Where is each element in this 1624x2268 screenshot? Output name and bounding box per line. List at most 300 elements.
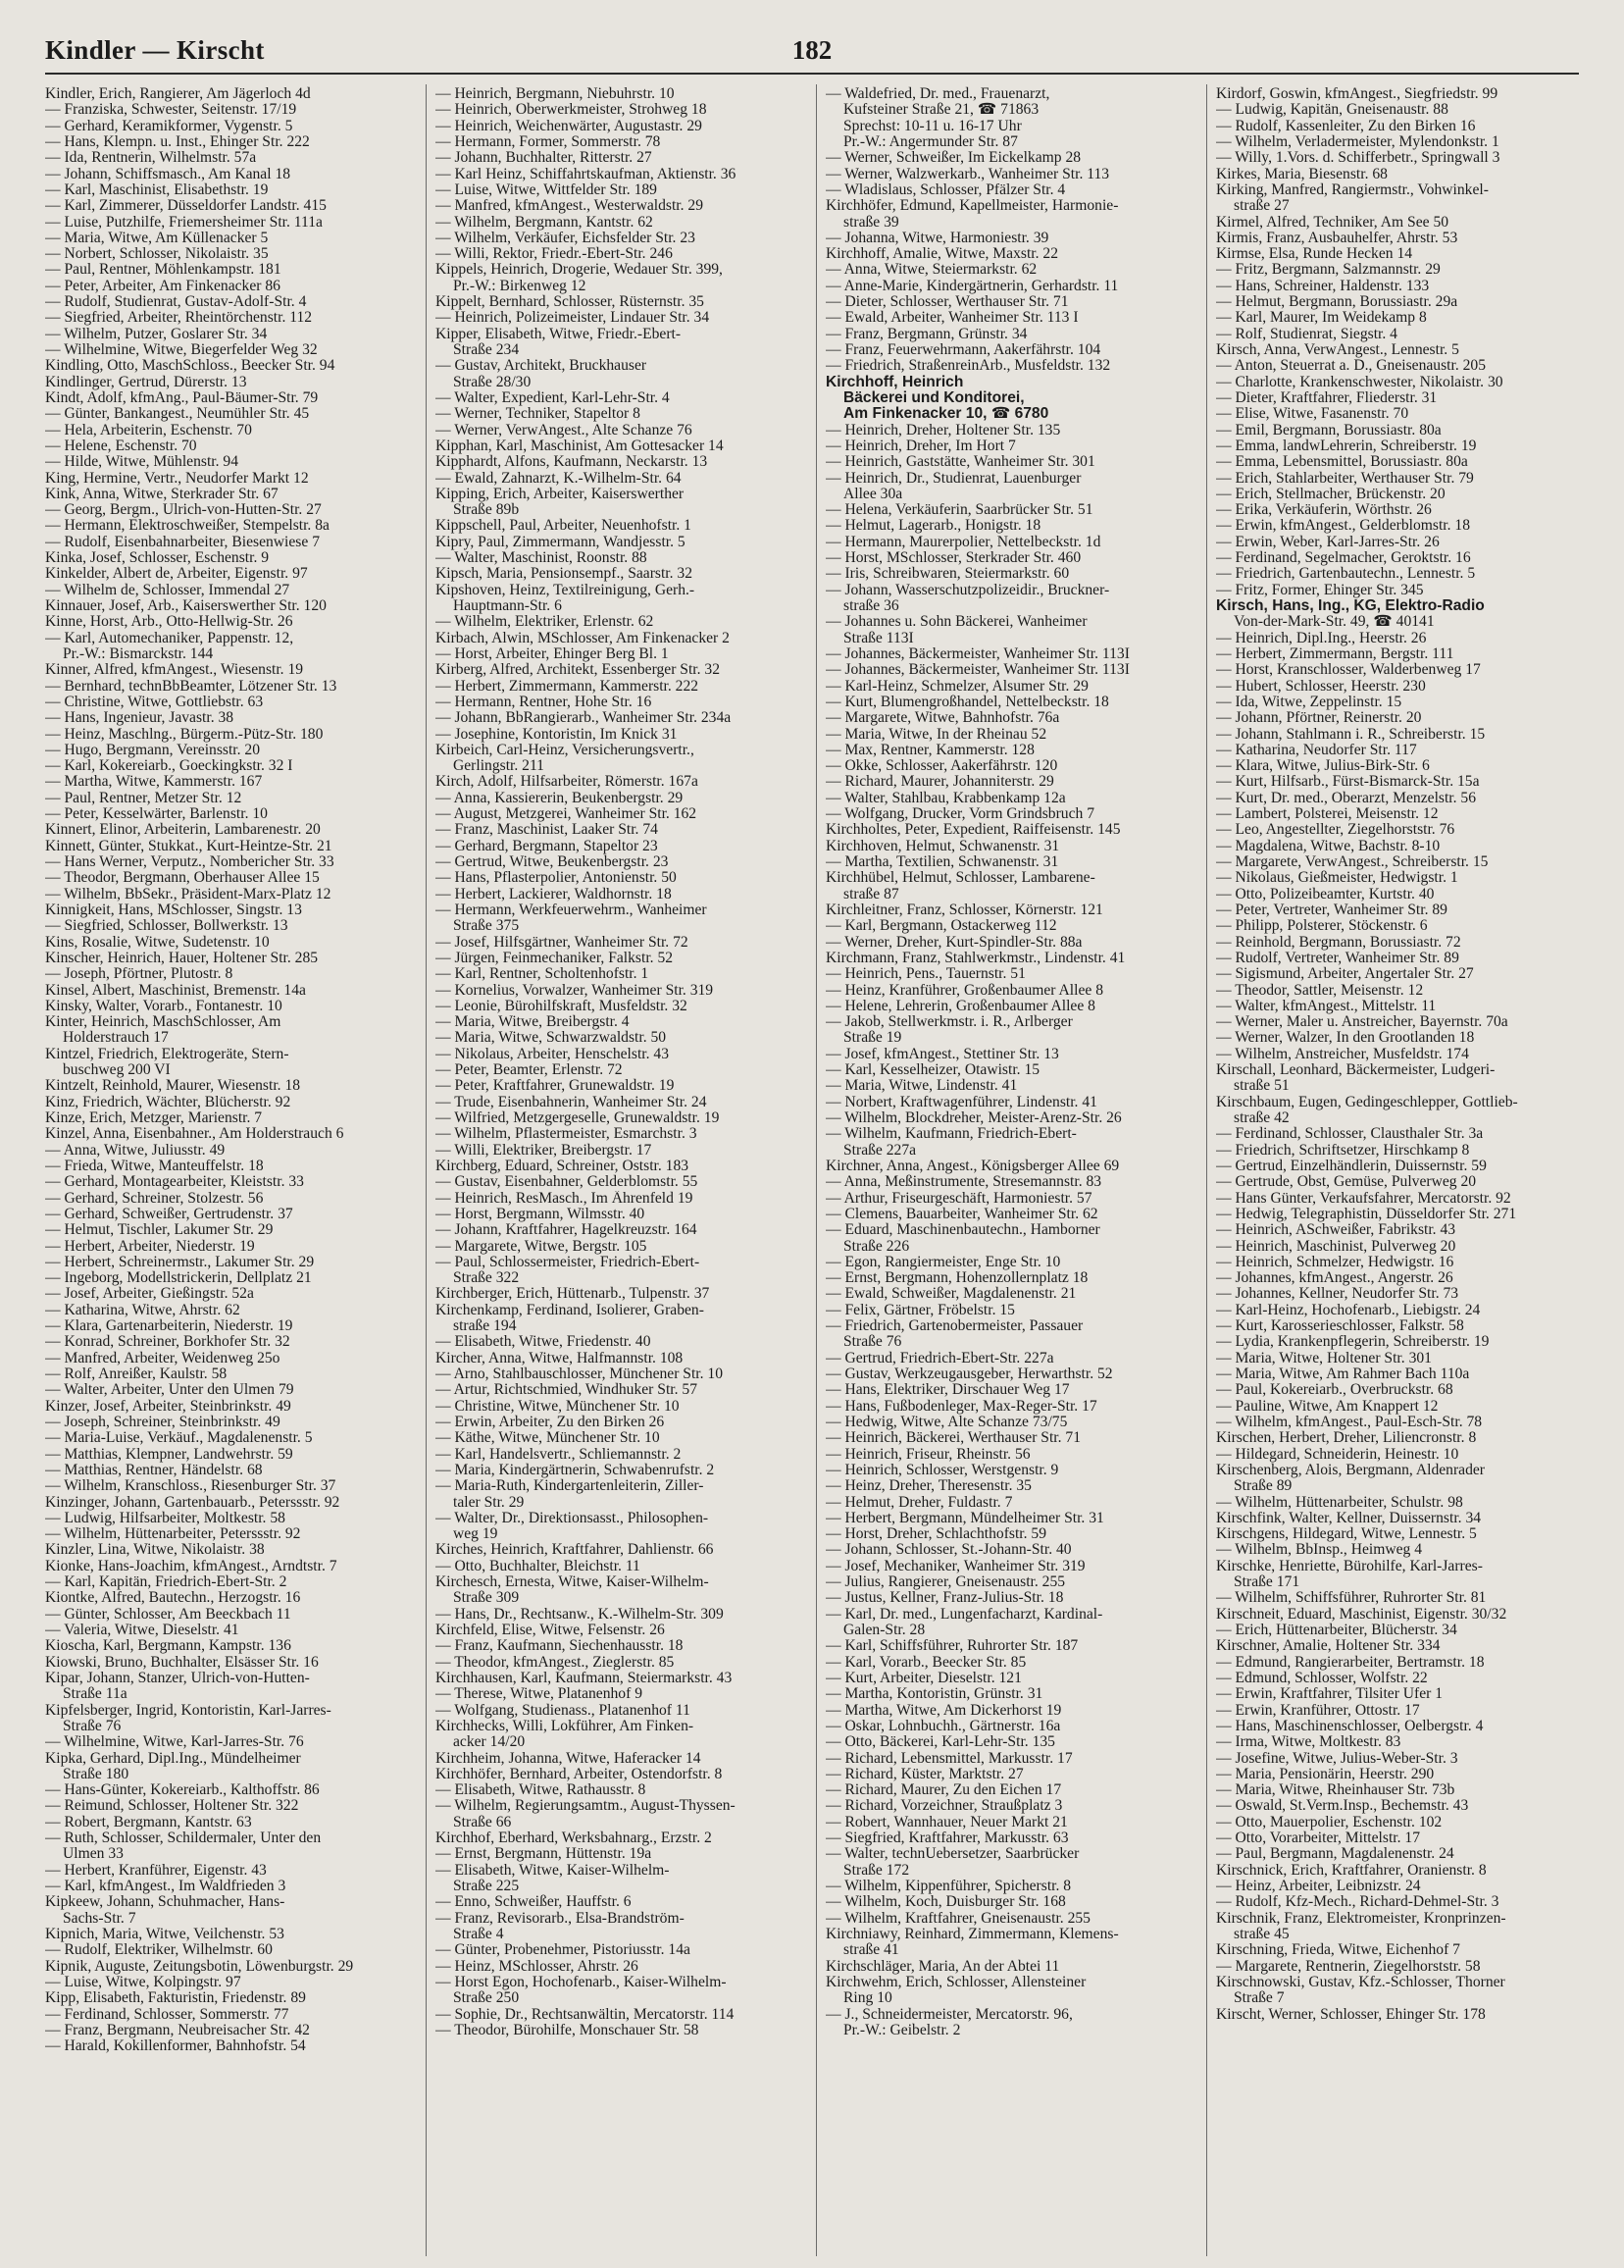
directory-entry: — Kurt, Hilfsarb., Fürst-Bismarck-Str. 15a	[1216, 774, 1480, 791]
directory-entry: Kinne, Horst, Arb., Otto-Hellwig-Str. 26	[45, 614, 293, 631]
directory-entry: — Josef, Arbeiter, Gießingstr. 52a	[45, 1286, 254, 1303]
directory-entry: Kirberg, Alfred, Architekt, Essenberger Str. 32	[435, 662, 721, 679]
directory-entry: — Johannes, kfmAngest., Angerstr. 26	[1216, 1270, 1453, 1287]
directory-entry: Kirchhoven, Helmut, Schwanenstr. 31	[826, 838, 1060, 854]
directory-entry: — Iris, Schreibwaren, Steiermarkstr. 60	[826, 566, 1070, 583]
directory-entry: — Hans Werner, Verputz., Nombericher Str. 33	[45, 854, 334, 870]
directory-entry: Kirschnik, Franz, Elektromeister, Kronprinzen-	[1216, 1910, 1506, 1927]
directory-entry: — Franz, Revisorarb., Elsa-Brandström-	[435, 1910, 685, 1927]
directory-entry: — Herbert, Kranführer, Eigenstr. 43	[45, 1862, 267, 1879]
directory-entry: Kinscher, Heinrich, Hauer, Holtener Str. 285	[45, 950, 319, 966]
directory-entry: Ring 10	[843, 1990, 892, 2007]
directory-entry: — Ludwig, Hilfsarbeiter, Moltkestr. 58	[45, 1510, 285, 1526]
directory-entry: — Hermann, Werkfeuerwehrm., Wanheimer	[435, 902, 707, 918]
directory-entry: — Elisabeth, Witwe, Kaiser-Wilhelm-	[435, 1862, 670, 1879]
directory-entry: — Elisabeth, Witwe, Rathausstr. 8	[435, 1782, 646, 1799]
directory-entry: — Helmut, Dreher, Fuldastr. 7	[826, 1494, 1013, 1511]
directory-entry: — Anton, Steuerrat a. D., Gneisenaustr. 205	[1216, 358, 1487, 375]
directory-entry: — Hans, Maschinenschlosser, Oelbergstr. 4	[1216, 1718, 1484, 1734]
directory-entry: — Heinrich, Bergmann, Niebuhrstr. 10	[435, 86, 675, 102]
directory-entry: Kipfelsberger, Ingrid, Kontoristin, Karl-Jarres-	[45, 1702, 331, 1719]
directory-entry: — Leonie, Bürohilfskraft, Musfeldstr. 32	[435, 998, 687, 1014]
directory-entry: Kirchholtes, Peter, Expedient, Raiffeisenstr. 145	[826, 822, 1121, 839]
directory-entry: — Peter, Kraftfahrer, Grunewaldstr. 19	[435, 1078, 675, 1095]
directory-entry: — Philipp, Polsterer, Stöckenstr. 6	[1216, 918, 1428, 935]
directory-entry: — Ferdinand, Schlosser, Clausthaler Str. 3a	[1216, 1126, 1484, 1143]
directory-entry: — Richard, Lebensmittel, Markusstr. 17	[826, 1750, 1073, 1767]
directory-entry: Sachs-Str. 7	[63, 1910, 136, 1927]
directory-entry: — Harald, Kokillenformer, Bahnhofstr. 54	[45, 2038, 306, 2055]
directory-entry: Kippels, Heinrich, Drogerie, Wedauer Str. 399,	[435, 262, 723, 279]
directory-entry: — Bernhard, technBbBeamter, Lötzener Str. 13	[45, 678, 337, 695]
directory-entry: Kirmel, Alfred, Techniker, Am See 50	[1216, 214, 1449, 231]
directory-entry: straße 45	[1234, 1926, 1290, 1942]
directory-entry: Kirschke, Henriette, Bürohilfe, Karl-Jarres-	[1216, 1558, 1483, 1574]
directory-entry: acker 14/20	[453, 1734, 526, 1751]
directory-entry: Kirschneit, Eduard, Maschinist, Eigenstr. 30/32	[1216, 1606, 1507, 1623]
directory-entry: — Karl Heinz, Schiffahrtskaufman, Aktienstr. 36	[435, 166, 736, 182]
directory-entry: Kirschnowski, Gustav, Kfz.-Schlosser, Thorner	[1216, 1974, 1505, 1990]
directory-entry: — Wilhelm, Putzer, Goslarer Str. 34	[45, 326, 268, 342]
directory-entry: — Rudolf, Vertreter, Wanheimer Str. 89	[1216, 950, 1459, 966]
directory-entry: — Otto, Mauerpolier, Eschenstr. 102	[1216, 1814, 1443, 1830]
directory-entry: — Lambert, Polsterei, Meisenstr. 12	[1216, 806, 1439, 823]
directory-entry: — Paul, Rentner, Möhlenkampstr. 181	[45, 262, 281, 279]
directory-entry: — Helene, Lehrerin, Großenbaumer Allee 8	[826, 998, 1095, 1014]
directory-entry: — Horst, Kranschlosser, Walderbenweg 17	[1216, 662, 1481, 679]
directory-entry: — Herbert, Lackierer, Waldhornstr. 18	[435, 886, 672, 902]
directory-entry: — Erwin, Kraftfahrer, Tilsiter Ufer 1	[1216, 1686, 1444, 1703]
directory-entry: — Erich, Stahlarbeiter, Werthauser Str. 79	[1216, 470, 1474, 487]
directory-entry: — Horst, Dreher, Schlachthofstr. 59	[826, 1526, 1047, 1543]
directory-entry: — Katharina, Witwe, Ahrstr. 62	[45, 1302, 240, 1318]
directory-entry: — Peter, Beamter, Erlenstr. 72	[435, 1062, 623, 1079]
directory-entry: — Friedrich, Schriftsetzer, Hirschkamp 8	[1216, 1142, 1470, 1159]
directory-entry: — Ewald, Arbeiter, Wanheimer Str. 113 I	[826, 310, 1079, 327]
directory-entry: — Luise, Witwe, Kolpingstr. 97	[45, 1974, 241, 1990]
directory-entry: — Herbert, Zimmermann, Bergstr. 111	[1216, 645, 1454, 662]
directory-entry: Kiontke, Alfred, Bautechn., Herzogstr. 16	[45, 1590, 301, 1607]
directory-entry: Kirch, Adolf, Hilfsarbeiter, Römerstr. 167a	[435, 774, 698, 791]
directory-entry: — Franz, Bergmann, Neubreisacher Str. 42	[45, 2022, 310, 2038]
directory-entry: — Paul, Rentner, Metzer Str. 12	[45, 790, 242, 806]
directory-entry: — Heinrich, Friseur, Rheinstr. 56	[826, 1446, 1031, 1463]
directory-entry: Straße 322	[453, 1270, 520, 1287]
directory-entry: — Rudolf, Eisenbahnarbeiter, Biesenwiese 7	[45, 534, 320, 550]
directory-entry: Holderstrauch 17	[63, 1030, 169, 1047]
directory-entry: — Robert, Wannhauer, Neuer Markt 21	[826, 1814, 1068, 1830]
directory-entry: — Maria, Witwe, Lindenstr. 41	[826, 1078, 1018, 1095]
directory-entry: — Ida, Rentnerin, Wilhelmstr. 57a	[45, 150, 257, 167]
directory-entry: — Dieter, Schlosser, Werthauser Str. 71	[826, 294, 1069, 311]
directory-entry: — Katharina, Neudorfer Str. 117	[1216, 742, 1417, 758]
directory-entry: Kirbeich, Carl-Heinz, Versicherungsvertr.,	[435, 742, 694, 758]
directory-entry: straße 87	[843, 886, 899, 902]
directory-entry: — Johannes u. Sohn Bäckerei, Wanheimer	[826, 614, 1088, 631]
directory-entry: — Friedrich, StraßenreinArb., Musfeldstr. 132	[826, 358, 1111, 375]
directory-entry: — Gertrud, Einzelhändlerin, Duissernstr. 59	[1216, 1158, 1487, 1174]
directory-entry: — Lydia, Krankenpflegerin, Schreiberstr. 19	[1216, 1334, 1490, 1351]
directory-entry: — Heinrich, Dreher, Im Hort 7	[826, 438, 1016, 454]
directory-entry: — Rolf, Anreißer, Kaulstr. 58	[45, 1366, 228, 1382]
directory-entry: — Pauline, Witwe, Am Knappert 12	[1216, 1398, 1439, 1415]
directory-entry: — Maria, Witwe, In der Rheinau 52	[826, 726, 1047, 743]
directory-entry: — Erwin, Kranführer, Ottostr. 17	[1216, 1702, 1420, 1719]
directory-entry: — Manfred, Arbeiter, Weidenweg 25o	[45, 1350, 280, 1366]
directory-entry: — Wilhelm, Blockdreher, Meister-Arenz-Str. 26	[826, 1110, 1122, 1126]
directory-entry: — Gertrud, Friedrich-Ebert-Str. 227a	[826, 1350, 1054, 1366]
directory-entry: — Frieda, Witwe, Manteuffelstr. 18	[45, 1158, 264, 1174]
directory-entry: — Willi, Rektor, Friedr.-Ebert-Str. 246	[435, 246, 673, 263]
directory-entry: — Heinz, Dreher, Theresenstr. 35	[826, 1478, 1032, 1495]
directory-entry: Kindlinger, Gertrud, Dürerstr. 13	[45, 374, 247, 390]
directory-entry: — Karl, Maurer, Im Weidekamp 8	[1216, 310, 1427, 327]
directory-entry: — Wilhelm, Kranschloss., Riesenburger Str. 37	[45, 1478, 336, 1495]
directory-entry: Straße 11a	[63, 1686, 127, 1703]
directory-entry: — Fritz, Bergmann, Salzmannstr. 29	[1216, 262, 1441, 279]
directory-entry: — Otto, Buchhalter, Bleichstr. 11	[435, 1558, 640, 1574]
directory-entry: Kirchniawy, Reinhard, Zimmermann, Klemens-	[826, 1926, 1119, 1942]
directory-entry: — Erich, Hüttenarbeiter, Blücherstr. 34	[1216, 1623, 1457, 1638]
directory-entry: Kinner, Alfred, kfmAngest., Wiesenstr. 19	[45, 662, 304, 679]
directory-entry: Straße 89	[1234, 1478, 1293, 1495]
directory-entry: — Eduard, Maschinenbautechn., Hamborner	[826, 1222, 1100, 1239]
directory-entry: — Kurt, Karosserieschlosser, Falkstr. 58	[1216, 1318, 1464, 1335]
column-1	[45, 86, 416, 2254]
directory-entry: King, Hermine, Vertr., Neudorfer Markt 12	[45, 470, 309, 487]
directory-entry: — Werner, Maler u. Anstreicher, Bayernstr. 70a	[1216, 1014, 1508, 1031]
directory-entry: — Maria, Witwe, Holtener Str. 301	[1216, 1350, 1432, 1366]
directory-entry: — Hubert, Schlosser, Heerstr. 230	[1216, 678, 1426, 695]
directory-entry: — Sophie, Dr., Rechtsanwältin, Mercatorstr. 114	[435, 2006, 735, 2023]
directory-entry: — Friedrich, Gartenbautechn., Lennestr. 5	[1216, 566, 1476, 583]
directory-entry: — Helene, Eschenstr. 70	[45, 438, 197, 454]
directory-entry: — Karl, Schiffsführer, Ruhrorter Str. 187	[826, 1638, 1079, 1655]
directory-entry: — Hugo, Bergmann, Vereinsstr. 20	[45, 742, 261, 758]
directory-entry: — Walter, technUebersetzer, Saarbrücker	[826, 1846, 1080, 1863]
directory-entry: — Heinrich, Dr., Studienrat, Lauenburger	[826, 470, 1082, 487]
directory-entry: — Karl-Heinz, Hochofenarb., Liebigstr. 24	[1216, 1302, 1481, 1318]
directory-entry: — Franz, Maschinist, Laaker Str. 74	[435, 822, 658, 839]
directory-entry: — Werner, VerwAngest., Alte Schanze 76	[435, 422, 692, 438]
directory-entry: — Oskar, Lohnbuchh., Gärtnerstr. 16a	[826, 1718, 1061, 1734]
directory-entry: — Jürgen, Feinmechaniker, Falkstr. 52	[435, 950, 674, 966]
directory-entry: — Maria, Kindergärtnerin, Schwabenrufstr. 2	[435, 1462, 715, 1478]
directory-entry: Kipnich, Maria, Witwe, Veilchenstr. 53	[45, 1926, 284, 1942]
directory-entry: — Wilhelm, Schiffsführer, Ruhrorter Str. 81	[1216, 1590, 1487, 1607]
directory-entry: — Wilfried, Metzgergeselle, Grunewaldstr. 19	[435, 1110, 720, 1126]
directory-entry: — Wilhelm, Elektriker, Erlenstr. 62	[435, 614, 654, 631]
directory-entry: — Edmund, Rangierarbeiter, Bertramstr. 18	[1216, 1654, 1485, 1671]
directory-entry: Straße 172	[843, 1862, 910, 1879]
directory-entry: Straße 225	[453, 1879, 520, 1894]
directory-entry: — Johann, Buchhalter, Ritterstr. 27	[435, 150, 652, 167]
directory-entry: Straße 226	[843, 1238, 910, 1255]
directory-entry: — Kurt, Blumengroßhandel, Nettelbeckstr. 18	[826, 694, 1109, 710]
directory-entry: straße 194	[453, 1318, 517, 1335]
directory-entry: Straße 89b	[453, 502, 520, 519]
directory-entry: — Julius, Rangierer, Gneisenaustr. 255	[826, 1574, 1066, 1591]
directory-entry: Straße 66	[453, 1814, 512, 1830]
directory-entry: Kindler, Erich, Rangierer, Am Jägerloch 4d	[45, 86, 311, 102]
directory-entry: Straße 19	[843, 1030, 902, 1047]
directory-entry: — Edmund, Schlosser, Wolfstr. 22	[1216, 1670, 1428, 1686]
directory-entry: Kipshoven, Heinz, Textilreinigung, Gerh.-	[435, 582, 695, 598]
directory-entry: Kirschnick, Erich, Kraftfahrer, Oranienstr. 8	[1216, 1862, 1487, 1879]
directory-entry: — Walter, Maschinist, Roonstr. 88	[435, 550, 647, 567]
directory-entry: — Rudolf, Elektriker, Wilhelmstr. 60	[45, 1942, 273, 1959]
directory-entry: — Paul, Kokereiarb., Overbruckstr. 68	[1216, 1382, 1453, 1399]
directory-entry: — Walter, kfmAngest., Mittelstr. 11	[1216, 998, 1437, 1014]
directory-entry: — Wilhelm, BbSekr., Präsident-Marx-Platz 12	[45, 886, 331, 902]
directory-entry: — Heinrich, Schmelzer, Hedwigstr. 16	[1216, 1254, 1454, 1270]
directory-entry: Pr.-W.: Birkenweg 12	[453, 278, 586, 294]
directory-entry: — Wilhelmine, Witwe, Biegerfelder Weg 32	[45, 342, 318, 358]
directory-entry: Kinnauer, Josef, Arb., Kaiserswerther Str. 120	[45, 598, 327, 614]
directory-entry: — Johann, Stahlmann i. R., Schreiberstr. 15	[1216, 726, 1486, 743]
directory-entry: — Walter, Expedient, Karl-Lehr-Str. 4	[435, 389, 670, 406]
directory-entry: — Karl, Kapitän, Friedrich-Ebert-Str. 2	[45, 1574, 287, 1591]
column-3	[826, 86, 1196, 2254]
directory-entry: Straße 375	[453, 918, 520, 935]
directory-entry: — Wilhelm, Koch, Duisburger Str. 168	[826, 1894, 1066, 1911]
directory-entry: — Wladislaus, Schlosser, Pfälzer Str. 4	[826, 181, 1066, 198]
directory-entry: — Emma, Lebensmittel, Borussiastr. 80a	[1216, 454, 1468, 471]
directory-entry: — Johann, Schiffsmasch., Am Kanal 18	[45, 166, 291, 182]
directory-entry: — Rudolf, Kfz-Mech., Richard-Dehmel-Str. 3	[1216, 1894, 1499, 1911]
directory-entry: Allee 30a	[843, 486, 903, 502]
directory-entry: — Werner, Schweißer, Im Eickelkamp 28	[826, 150, 1082, 167]
directory-entry: — Ewald, Schweißer, Magdalenenstr. 21	[826, 1286, 1077, 1303]
directory-entry: — Willi, Elektriker, Breibergstr. 17	[435, 1142, 652, 1159]
directory-entry: — Heinrich, Oberwerkmeister, Strohweg 18	[435, 102, 707, 119]
directory-entry: — Max, Rentner, Kammerstr. 128	[826, 742, 1035, 758]
directory-entry: — Erich, Stellmacher, Brückenstr. 20	[1216, 486, 1446, 502]
directory-entry: straße 41	[843, 1942, 899, 1959]
directory-entry: — Gerhard, Montagearbeiter, Kleiststr. 33	[45, 1174, 304, 1191]
directory-entry: — Wilhelm, Anstreicher, Musfeldstr. 174	[1216, 1046, 1469, 1062]
directory-entry: — Robert, Bergmann, Kantstr. 63	[45, 1814, 252, 1830]
directory-entry: Kirchheim, Johanna, Witwe, Haferacker 14	[435, 1750, 701, 1767]
directory-entry: — August, Metzgerei, Wanheimer Str. 162	[435, 806, 697, 823]
directory-entry: — Wolfgang, Drucker, Vorm Grindsbruch 7	[826, 806, 1095, 823]
directory-entry: — Valeria, Witwe, Dieselstr. 41	[45, 1623, 239, 1638]
directory-entry: Kirchmann, Franz, Stahlwerkmstr., Lindenstr. 41	[826, 950, 1126, 966]
directory-entry: — Heinz, Maschlng., Bürgerm.-Pütz-Str. 180	[45, 726, 324, 743]
business-listing-line: Kirsch, Hans, Ing., KG, Elektro-Radio	[1216, 598, 1485, 614]
directory-entry: — Ferdinand, Segelmacher, Geroktstr. 16	[1216, 550, 1471, 567]
directory-entry: Kirschenberg, Alois, Bergmann, Aldenrader	[1216, 1462, 1485, 1478]
directory-entry: Straße 309	[453, 1590, 520, 1607]
directory-entry: — Wilhelm, Regierungsamtm., August-Thyssen-	[435, 1798, 736, 1815]
directory-entry: Hauptmann-Str. 6	[453, 598, 562, 614]
directory-entry: — Rudolf, Studienrat, Gustav-Adolf-Str. 4	[45, 294, 307, 311]
directory-entry: weg 19	[453, 1526, 498, 1543]
directory-entry: — Gerhard, Schweißer, Gertrudenstr. 37	[45, 1206, 293, 1222]
directory-entry: — Käthe, Witwe, Münchener Str. 10	[435, 1430, 660, 1447]
directory-entry: — Martha, Kontoristin, Grünstr. 31	[826, 1686, 1043, 1703]
directory-entry: — Gerhard, Bergmann, Stapeltor 23	[435, 838, 658, 854]
directory-entry: — Theodor, Bürohilfe, Monschauer Str. 58	[435, 2022, 699, 2038]
directory-entry: Kippschell, Paul, Arbeiter, Neuenhofstr. 1	[435, 518, 691, 535]
directory-entry: — Wilhelmine, Witwe, Karl-Jarres-Str. 76	[45, 1734, 304, 1751]
directory-entry: — Josefine, Witwe, Julius-Weber-Str. 3	[1216, 1750, 1458, 1767]
directory-entry: — Wolfgang, Studienass., Platanenhof 11	[435, 1702, 690, 1719]
directory-entry: — Ludwig, Kapitän, Gneisenaustr. 88	[1216, 102, 1448, 119]
directory-entry: — Wilhelm, Bergmann, Kantstr. 62	[435, 214, 653, 231]
directory-entry: Kirking, Manfred, Rangiermstr., Vohwinkel-	[1216, 181, 1489, 198]
directory-entry: — Johann, Pförtner, Reinerstr. 20	[1216, 710, 1422, 727]
directory-entry: — Wilhelm, Verkäufer, Eichsfelder Str. 23	[435, 230, 695, 246]
directory-entry: — Theodor, Bergmann, Oberhauser Allee 15	[45, 870, 320, 887]
business-listing-line: Kirchhoff, Heinrich	[826, 374, 964, 390]
column-divider	[816, 84, 817, 2256]
column-2	[435, 86, 806, 2254]
directory-entry: Kirscht, Werner, Schlosser, Ehinger Str. 178	[1216, 2006, 1486, 2023]
directory-entry: — Josephine, Kontoristin, Im Knick 31	[435, 726, 678, 743]
directory-entry: Kirchner, Anna, Angest., Königsberger Allee 69	[826, 1158, 1120, 1174]
directory-entry: — Gerhard, Keramikformer, Vygenstr. 5	[45, 118, 293, 134]
directory-entry: — Heinrich, Dreher, Holtener Str. 135	[826, 422, 1061, 438]
directory-entry: Kins, Rosalie, Witwe, Sudetenstr. 10	[45, 934, 270, 951]
directory-entry: — Wilhelm, Pflastermeister, Esmarchstr. 3	[435, 1126, 697, 1143]
directory-entry: — Franziska, Schwester, Seitenstr. 17/19	[45, 102, 297, 119]
directory-entry: — Peter, Vertreter, Wanheimer Str. 89	[1216, 902, 1447, 918]
directory-entry: — Rudolf, Kassenleiter, Zu den Birken 16	[1216, 118, 1476, 134]
directory-entry: — Leo, Angestellter, Ziegelhorststr. 76	[1216, 822, 1455, 839]
directory-entry: Kiowski, Bruno, Buchhalter, Elsässer Str. 16	[45, 1654, 319, 1671]
directory-entry: — Hans, Klempn. u. Inst., Ehinger Str. 222	[45, 133, 310, 150]
directory-entry: — Hans, Elektriker, Dirschauer Weg 17	[826, 1382, 1070, 1399]
directory-entry: — Irma, Witwe, Moltkestr. 83	[1216, 1734, 1401, 1751]
directory-entry: Kipp, Elisabeth, Fakturistin, Friedenstr. 89	[45, 1990, 306, 2007]
directory-entry: Kinka, Josef, Schlosser, Eschenstr. 9	[45, 550, 270, 567]
directory-entry: — Heinrich, Polizeimeister, Lindauer Str. 34	[435, 310, 710, 327]
directory-entry: — Maria-Ruth, Kindergartenleiterin, Ziller-	[435, 1478, 704, 1495]
directory-entry: Kinsky, Walter, Vorarb., Fontanestr. 10	[45, 998, 282, 1014]
directory-entry: — Günter, Probenehmer, Pistoriusstr. 14a	[435, 1942, 690, 1959]
directory-entry: Straße 234	[453, 342, 520, 358]
directory-entry: — Sigismund, Arbeiter, Angertaler Str. 27	[1216, 966, 1474, 983]
directory-entry: — Siegfried, Schlosser, Bollwerkstr. 13	[45, 918, 288, 935]
directory-entry: Kinzel, Anna, Eisenbahner., Am Holderstrauch 6	[45, 1126, 344, 1143]
directory-entry: — Ruth, Schlosser, Schildermaler, Unter den	[45, 1830, 322, 1847]
directory-entry: — Johannes, Kellner, Neudorfer Str. 73	[1216, 1286, 1459, 1303]
directory-entry: — Oswald, St.Verm.Insp., Bechemstr. 43	[1216, 1798, 1469, 1815]
directory-entry: — Konrad, Schreiner, Borkhofer Str. 32	[45, 1334, 290, 1351]
directory-entry: — Elise, Witwe, Fasanenstr. 70	[1216, 406, 1409, 423]
directory-entry: — Herbert, Schreinermstr., Lakumer Str. 29	[45, 1254, 315, 1270]
directory-entry: — Maria, Pensionärin, Heerstr. 290	[1216, 1766, 1435, 1782]
directory-entry: — Emil, Bergmann, Borussiastr. 80a	[1216, 422, 1442, 438]
directory-entry: — Otto, Vorarbeiter, Mittelstr. 17	[1216, 1830, 1420, 1847]
directory-entry: straße 36	[843, 598, 899, 614]
directory-entry: — Hedwig, Telegraphistin, Düsseldorfer Str. 271	[1216, 1206, 1517, 1222]
directory-entry: — Franz, Kaufmann, Siechenhausstr. 18	[435, 1638, 684, 1655]
directory-entry: — Herbert, Zimmermann, Kammerstr. 222	[435, 678, 699, 695]
directory-entry: — Horst Egon, Hochofenarb., Kaiser-Wilhelm-	[435, 1974, 727, 1990]
directory-entry: — Hans, Fußbodenleger, Max-Reger-Str. 17	[826, 1398, 1097, 1415]
directory-entry: — Reinhold, Bergmann, Borussiastr. 72	[1216, 934, 1461, 951]
directory-entry: — Friedrich, Gartenobermeister, Passauer	[826, 1318, 1084, 1335]
directory-entry: — Hermann, Elektroschweißer, Stempelstr. 8a	[45, 518, 330, 535]
directory-entry: — Johannes, Bäckermeister, Wanheimer Str. 113I	[826, 645, 1130, 662]
directory-entry: — Richard, Vorzeichner, Straußplatz 3	[826, 1798, 1063, 1815]
directory-entry: — Günter, Schlosser, Am Beeckbach 11	[45, 1606, 291, 1623]
directory-entry: — Paul, Bergmann, Magdalenenstr. 24	[1216, 1846, 1454, 1863]
directory-entry: straße 51	[1234, 1078, 1290, 1095]
directory-entry: — Wilhelm, Kippenführer, Spicherstr. 8	[826, 1879, 1072, 1894]
directory-entry: Straße 4	[453, 1926, 504, 1942]
directory-entry: — Otto, Polizeibeamter, Kurtstr. 40	[1216, 886, 1435, 902]
directory-entry: — Okke, Schlosser, Aakerfährstr. 120	[826, 758, 1058, 775]
directory-entry: — Kurt, Arbeiter, Dieselstr. 121	[826, 1670, 1022, 1686]
directory-entry: — Karl, kfmAngest., Im Waldfrieden 3	[45, 1879, 286, 1894]
directory-entry: — Erwin, Weber, Karl-Jarres-Str. 26	[1216, 534, 1440, 550]
directory-entry: — Anna, Witwe, Juliusstr. 49	[45, 1142, 226, 1159]
directory-entry: — Maria, Witwe, Breibergstr. 4	[435, 1014, 630, 1031]
directory-entry: Kinzler, Lina, Witwe, Nikolaistr. 38	[45, 1542, 265, 1559]
directory-entry: — Wilhelm, Kraftfahrer, Gneisenaustr. 255	[826, 1910, 1091, 1927]
directory-entry: — Hilde, Witwe, Mühlenstr. 94	[45, 454, 239, 471]
directory-entry: — Gustav, Werkzeugausgeber, Herwarthstr. 52	[826, 1366, 1113, 1382]
directory-entry: Kinnett, Günter, Stukkat., Kurt-Heintze-Str. 21	[45, 838, 332, 854]
directory-entry: — Christine, Witwe, Gottliebstr. 63	[45, 694, 264, 710]
directory-entry: — Walter, Dr., Direktionsasst., Philosophen-	[435, 1510, 709, 1526]
directory-entry: — Gustav, Eisenbahner, Gelderblomstr. 55	[435, 1174, 698, 1191]
directory-entry: Kipphan, Karl, Maschinist, Am Gottesacker 14	[435, 438, 724, 454]
directory-entry: — Wilhelm, kfmAngest., Paul-Esch-Str. 78	[1216, 1414, 1483, 1430]
directory-entry: Sprechst: 10-11 u. 16-17 Uhr	[843, 118, 1022, 134]
directory-entry: Kipsch, Maria, Pensionsempf., Saarstr. 32	[435, 566, 693, 583]
directory-entry: — Herbert, Arbeiter, Niederstr. 19	[45, 1238, 255, 1255]
directory-entry: — Ida, Witwe, Zeppelinstr. 15	[1216, 694, 1402, 710]
directory-entry: — Erwin, kfmAngest., Gelderblomstr. 18	[1216, 518, 1470, 535]
directory-entry: Pr.-W.: Bismarckstr. 144	[63, 645, 214, 662]
directory-entry: — Johann, Kraftfahrer, Hagelkreuzstr. 164	[435, 1222, 697, 1239]
directory-entry: — Helmut, Tischler, Lakumer Str. 29	[45, 1222, 274, 1239]
directory-entry: — Hans-Günter, Kokereiarb., Kalthoffstr. 86	[45, 1782, 320, 1799]
directory-entry: — Theodor, kfmAngest., Zieglerstr. 85	[435, 1654, 675, 1671]
directory-entry: — Otto, Bäckerei, Karl-Lehr-Str. 135	[826, 1734, 1055, 1751]
directory-entry: — Horst, Arbeiter, Ehinger Berg Bl. 1	[435, 645, 669, 662]
directory-entry: — Matthias, Rentner, Händelstr. 68	[45, 1462, 263, 1478]
directory-entry: Kinze, Erich, Metzger, Marienstr. 7	[45, 1110, 263, 1126]
directory-entry: — Josef, Mechaniker, Wanheimer Str. 319	[826, 1558, 1086, 1574]
directory-entry: — Hans, Pflasterpolier, Antonienstr. 50	[435, 870, 677, 887]
directory-entry: — Kornelius, Vorwalzer, Wanheimer Str. 319	[435, 982, 714, 999]
directory-entry: — Nikolaus, Arbeiter, Henschelstr. 43	[435, 1046, 670, 1062]
directory-entry: — Heinz, Kranführer, Großenbaumer Allee 8	[826, 982, 1103, 999]
directory-entry: — Helmut, Bergmann, Borussiastr. 29a	[1216, 294, 1458, 311]
directory-entry: — Rolf, Studienrat, Siegstr. 4	[1216, 326, 1397, 342]
directory-entry: — Therese, Witwe, Platanenhof 9	[435, 1686, 642, 1703]
directory-entry: — Gertrude, Obst, Gemüse, Pulverweg 20	[1216, 1174, 1477, 1191]
directory-entry: — Wilhelm, Hüttenarbeiter, Peterssstr. 92	[45, 1526, 301, 1543]
directory-entry: — Wilhelm, Verladermeister, Mylendonkstr. 1	[1216, 133, 1499, 150]
header-rule	[45, 73, 1579, 75]
directory-entry: — Hermann, Former, Sommerstr. 78	[435, 133, 661, 150]
directory-entry: — Joseph, Pförtner, Plutostr. 8	[45, 966, 233, 983]
directory-entry: — Margarete, Witwe, Bahnhofstr. 76a	[826, 710, 1060, 727]
directory-entry: Kipping, Erich, Arbeiter, Kaiserswerther	[435, 486, 685, 502]
directory-entry: — Hans Günter, Verkaufsfahrer, Mercatorstr. 92	[1216, 1190, 1511, 1207]
directory-entry: Kink, Anna, Witwe, Sterkrader Str. 67	[45, 486, 279, 502]
directory-entry: Kirschning, Frieda, Witwe, Eichenhof 7	[1216, 1942, 1460, 1959]
directory-entry: — Joseph, Schreiner, Steinbrinkstr. 49	[45, 1414, 280, 1430]
directory-entry: Kinkelder, Albert de, Arbeiter, Eigenstr. 97	[45, 566, 308, 583]
directory-entry: Kintzelt, Reinhold, Maurer, Wiesenstr. 18	[45, 1078, 301, 1095]
